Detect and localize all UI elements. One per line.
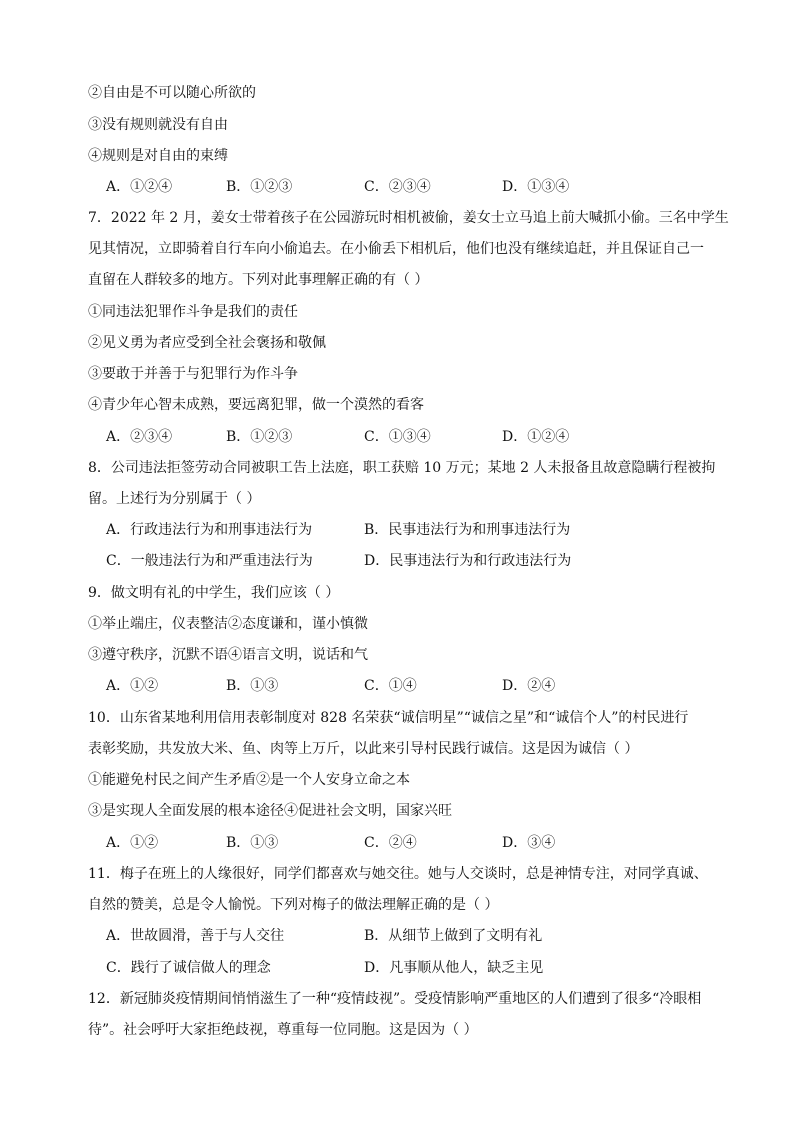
q7-option-a[interactable]: A．②③④ xyxy=(106,429,173,445)
q8-stem-line-1: 8．公司违法拒签劳动合同被职工告上法庭，职工获赔 10 万元；某地 2 人未报备且故意隐瞒行程被拘 xyxy=(88,460,716,476)
q6-item-4: ④规则是对自由的束缚 xyxy=(88,148,228,164)
q6-item-3: ③没有规则就没有自由 xyxy=(88,117,228,133)
q8-option-b[interactable]: B．民事违法行为和刑事违法行为 xyxy=(364,522,571,538)
q10-stem-line-1: 10．山东省某地利用信用表彰制度对 828 名荣获“诚信明星”“诚信之星”和“诚信个人”的村民进行 xyxy=(88,710,689,726)
q10-item-2: ③是实现人全面发展的根本途径④促进社会文明，国家兴旺 xyxy=(88,803,452,819)
q10-option-a[interactable]: A．①② xyxy=(106,835,159,851)
q10-option-b[interactable]: B．①③ xyxy=(226,835,279,851)
q7-stem-line-1: 7．2022 年 2 月，姜女士带着孩子在公园游玩时相机被偷，姜女士立马追上前大喊抓小偷。三名中学生 xyxy=(88,210,729,226)
q12-stem-line-2: 待”。社会呼吁大家拒绝歧视，尊重每一位同胞。这是因为（ ） xyxy=(88,1022,478,1038)
q8-option-d[interactable]: D．民事违法行为和行政违法行为 xyxy=(364,553,572,569)
q7-option-d[interactable]: D．①②④ xyxy=(502,429,570,445)
q10-option-c[interactable]: C．②④ xyxy=(364,835,417,851)
q9-option-c[interactable]: C．①④ xyxy=(364,678,417,694)
q8-options-row-2 xyxy=(106,550,706,570)
q11-option-c[interactable]: C．践行了诚信做人的理念 xyxy=(106,960,271,976)
q9-item-2: ③遵守秩序，沉默不语④语言文明，说话和气 xyxy=(88,647,368,663)
q7-option-b[interactable]: B．①②③ xyxy=(226,429,293,445)
q9-option-a[interactable]: A．①② xyxy=(106,678,159,694)
q7-stem-line-2: 见其情况，立即骑着自行车向小偷追去。在小偷丢下相机后，他们也没有继续追赶，并且保证自己一 xyxy=(88,241,704,257)
q8-option-a[interactable]: A．行政违法行为和刑事违法行为 xyxy=(106,522,313,538)
q8-stem-line-2: 留。上述行为分别属于（ ） xyxy=(88,491,261,507)
q9-item-1: ①举止端庄，仪表整洁②态度谦和，谨小慎微 xyxy=(88,616,368,632)
q11-option-d[interactable]: D．凡事顺从他人，缺乏主见 xyxy=(364,960,544,976)
q6-option-c[interactable]: C．②③④ xyxy=(364,179,431,195)
q7-item-3: ③要敢于并善于与犯罪行为作斗争 xyxy=(88,366,298,382)
q11-options-row-1 xyxy=(106,925,706,945)
q6-item-2: ②自由是不可以随心所欲的 xyxy=(88,85,256,101)
q9-option-b[interactable]: B．①③ xyxy=(226,678,279,694)
q9-options xyxy=(106,675,706,695)
q11-stem-line-1: 11．梅子在班上的人缘很好，同学们都喜欢与她交往。她与人交谈时，总是神情专注，对同学真诚、 xyxy=(88,866,708,882)
q7-stem-line-3: 直留在人群较多的地方。下列对此事理解正确的有（ ） xyxy=(88,272,429,288)
q10-stem-line-2: 表彰奖励，共发放大米、鱼、肉等上万斤，以此来引导村民践行诚信。这是因为诚信（ ） xyxy=(88,741,639,757)
q6-options xyxy=(106,176,706,196)
q9-stem-line-1: 9．做文明有礼的中学生，我们应该（ ） xyxy=(88,585,340,601)
q10-options xyxy=(106,832,706,852)
q6-option-a[interactable]: A．①②④ xyxy=(106,179,173,195)
q8-option-c[interactable]: C．一般违法行为和严重违法行为 xyxy=(106,553,313,569)
q11-stem-line-2: 自然的赞美，总是令人愉悦。下列对梅子的做法理解正确的是（ ） xyxy=(88,897,499,913)
q6-option-d[interactable]: D．①③④ xyxy=(502,179,570,195)
q6-option-b[interactable]: B．①②③ xyxy=(226,179,293,195)
q7-item-1: ①同违法犯罪作斗争是我们的责任 xyxy=(88,304,298,320)
q7-item-2: ②见义勇为者应受到全社会褒扬和敬佩 xyxy=(88,335,326,351)
q11-option-a[interactable]: A．世故圆滑，善于与人交往 xyxy=(106,928,285,944)
q10-option-d[interactable]: D．③④ xyxy=(502,835,556,851)
q12-stem-line-1: 12．新冠肺炎疫情期间悄悄滋生了一种“疫情歧视”。受疫情影响严重地区的人们遭到了很多“冷眼相 xyxy=(88,991,702,1007)
q10-item-1: ①能避免村民之间产生矛盾②是一个人安身立命之本 xyxy=(88,772,410,788)
q7-item-4: ④青少年心智未成熟，要远离犯罪，做一个漠然的看客 xyxy=(88,397,424,413)
q11-options-row-2 xyxy=(106,957,706,977)
q8-options-row-1 xyxy=(106,519,706,539)
q11-option-b[interactable]: B．从细节上做到了文明有礼 xyxy=(364,928,543,944)
q9-option-d[interactable]: D．②④ xyxy=(502,678,556,694)
q7-options xyxy=(106,426,706,446)
q7-option-c[interactable]: C．①③④ xyxy=(364,429,431,445)
